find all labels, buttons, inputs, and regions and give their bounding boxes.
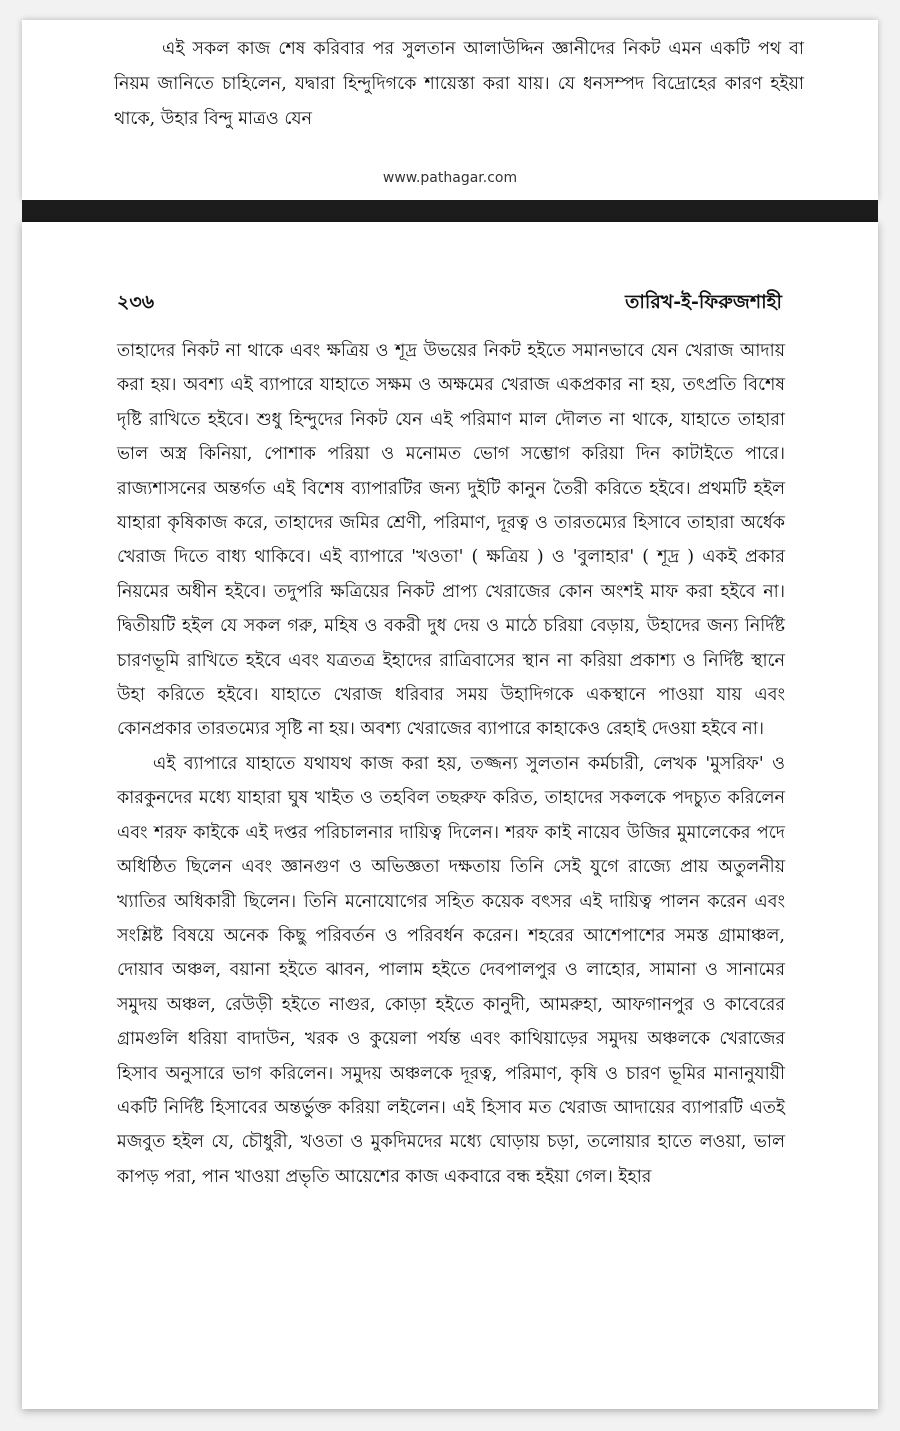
running-title: তারিখ-ই-ফিরুজশাহী [625,291,782,313]
page-footer-url: www.pathagar.com [382,170,518,186]
page-separator [22,200,878,222]
page-header [117,288,782,318]
page-body [117,334,785,1194]
page-number: ২৩৬ [117,291,155,313]
previous-page-paragraph: এই সকল কাজ শেষ করিবার পর সুলতান আলাউদ্দিন জ্ঞানীদের নিকট এমন একটি পথ বা নিয়ম জানিতে চাহিলেন, যদ্বারা হিন্দুদিগকে শায়েস্তা করা যায়। যে ধনসম্পদ বিদ্রোহের কারণ হইয়া থাকে, উহার বিন্দু মাত্রও যেন [114,39,804,129]
previous-page [22,20,878,200]
body-paragraph: তাহাদের নিকট না থাকে এবং ক্ষত্রিয় ও শূদ্র উভয়ের নিকট হইতে সমানভাবে যেন খেরাজ আদায় করা হয়। অবশ্য এই ব্যাপারে যাহাতে সক্ষম ও অক্ষমের খেরাজ একপ্রকার না হয়, তৎপ্রতি বিশেষ দৃষ্টি রাখিতে হইবে। শুধু হিন্দুদের নিকট যেন এই পরিমাণ মাল দৌলত না থাকে, যাহাতে তাহারা ভাল অস্ত্র কিনিয়া, পোশাক পরিয়া ও মনোমত ভোগ সম্ভোগ করিয়া দিন কাটাইতে পারে। রাজ্যশাসনের অন্তর্গত এই বিশেষ ব্যাপারটির জন্য দুইটি কানুন তৈরী করিতে হইবে। প্রথমটি হইল যাহারা কৃষিকাজ করে, তাহাদের জমির শ্রেণী, পরিমাণ, দূরত্ব ও তারতম্যের হিসাবে তাহারা অর্ধেক খেরাজ দিতে বাধ্য থাকিবে। এই ব্যাপারে 'খওতা' ( ক্ষত্রিয় ) ও 'বুলাহার' ( শূদ্র ) একই প্রকার নিয়মের অধীন হইবে। তদুপরি ক্ষত্রিয়ের নিকট প্রাপ্য খেরাজের কোন অংশই মাফ করা হইবে না। দ্বিতীয়টি হইল যে সকল গরু, মহিষ ও বকরী দুধ দেয় ও মাঠে চরিয়া বেড়ায়, উহাদের জন্য নির্দিষ্ট চারণভূমি রাখিতে হইবে এবং যত্রতত্র ইহাদের রাত্রিবাসের স্থান না করিয়া প্রকাশ্য ও নির্দিষ্ট স্থানে উহা করিতে হইবে। যাহাতে খেরাজ ধরিবার সময় উহাদিগকে একস্থানে পাওয়া যায় এবং কোনপ্রকার তারতম্যের সৃষ্টি না হয়। অবশ্য খেরাজের ব্যাপারে কাহাকেও রেহাই দেওয়া হইবে না। [117,341,785,740]
body-paragraph: এই ব্যাপারে যাহাতে যথাযথ কাজ করা হয়, তজ্জন্য সুলতান কর্মচারী, লেখক 'মুসরিফ' ও কারকুনদের মধ্যে যাহারা ঘুষ খাইত ও তহবিল তছরুফ করিত, তাহাদের সকলকে পদচ্যুত করিলেন এবং শরফ কাইকে এই দপ্তর পরিচালনার দায়িত্ব দিলেন। শরফ কাই নায়েব উজির মুমালেকের পদে অধিষ্ঠিত ছিলেন এবং জ্ঞানগুণ ও অভিজ্ঞতা দক্ষতায় তিনি সেই যুগে রাজ্যে প্রায় অতুলনীয় খ্যাতির অধিকারী ছিলেন। তিনি মনোযোগের সহিত কয়েক বৎসর এই দায়িত্ব পালন করেন এবং সংশ্লিষ্ট বিষয়ে অনেক কিছু পরিবর্তন ও পরিবর্ধন করেন। শহরের আশেপাশের সমস্ত গ্রামাঞ্চল, দোয়াব অঞ্চল, বয়ানা হইতে ঝাবন, পালাম হইতে দেবপালপুর ও লাহোর, সামানা ও সানামের সমুদয় অঞ্চল, রেউড়ী হইতে নাগুর, কোড়া হইতে কানুদী, আমরুহা, আফগানপুর ও কাবেরের গ্রামগুলি ধরিয়া বাদাউন, খরক ও কুয়েলা পর্যন্ত এবং কাথিয়াড়ের সমুদয় অঞ্চলকে খেরাজের হিসাব অনুসারে ভাগ করিলেন। সমুদয় অঞ্চলকে দূরত্ব, পরিমাণ, কৃষি ও চারণ ভূমির মানানুযায়ী একটি নির্দিষ্ট হিসাবের অন্তর্ভুক্ত করিয়া লইলেন। এই হিসাব মত খেরাজ আদায়ের ব্যাপারটি এতই মজবুত হইল যে, চৌধুরী, খওতা ও মুকদিমদের মধ্যে ঘোড়ায় চড়া, তলোয়ার হাতে লওয়া, ভাল কাপড় পরা, পান খাওয়া প্রভৃতি আয়েশের কাজ একবারে বন্ধ হইয়া গেল। ইহার [117,753,785,1187]
current-page [22,222,878,1409]
previous-page-text [114,32,804,137]
